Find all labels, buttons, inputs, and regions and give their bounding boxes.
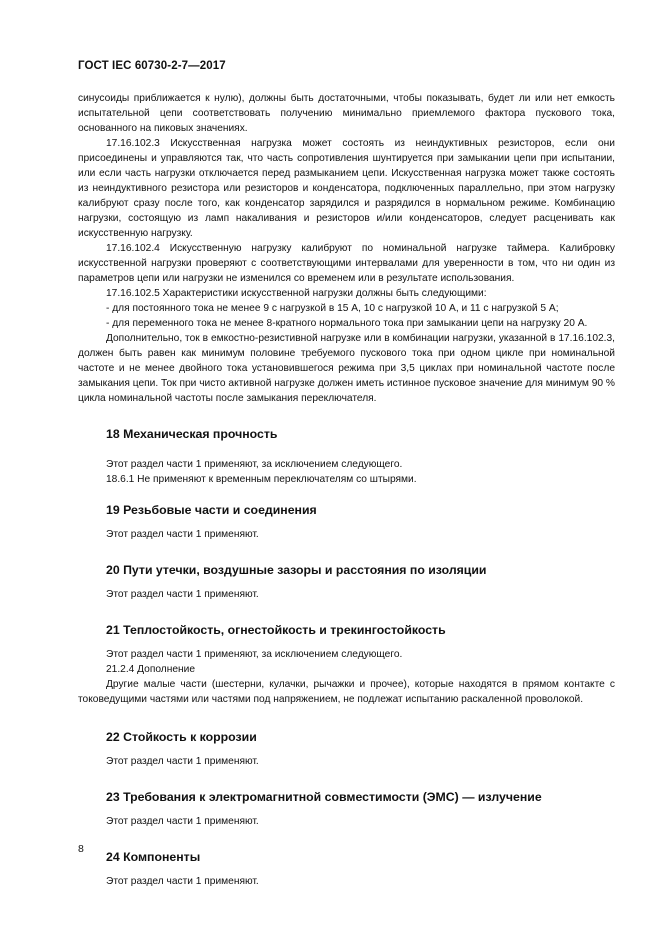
section-text: Этот раздел части 1 применяют. <box>106 876 259 887</box>
document-header: ГОСТ IEC 60730-2-7—2017 <box>78 60 226 72</box>
section-text: Этот раздел части 1 применяют. <box>106 816 259 827</box>
section-text: 18.6.1 Не применяют к временным переключателям со штырями. <box>106 474 417 485</box>
paragraph: синусоиды приближается к нулю), должны быть достаточными, чтобы показывать, будет ли или нет емкость испытательной цепи соответствовать получению минимально приемлемого фактора пускового тока, основанного на пиковых значениях. <box>78 93 615 134</box>
section-text: Этот раздел части 1 применяют, за исключением следующего. <box>106 649 403 660</box>
section-text: Этот раздел части 1 применяют. <box>106 529 259 540</box>
section-heading: 23 Требования к электромагнитной совместимости (ЭМС) — излучение <box>106 790 542 804</box>
document-body <box>78 91 615 889</box>
section-heading: 22 Стойкость к коррозии <box>106 730 257 744</box>
section-text: 21.2.4 Дополнение <box>106 664 196 675</box>
paragraph: Другие малые части (шестерни, кулачки, рычажки и прочее), которые находятся в прямом контакте с токоведущими частями или частями под напряжением, не подлежат испытанию раскаленной проволокой. <box>78 679 615 705</box>
paragraph: Дополнительно, ток в емкостно-резистивной нагрузке или в комбинации нагрузки, указанной в 17.16.102.3, должен быть равен как минимум половине требуемого пускового тока при одном цикле при номинальной частоте и не менее двойного тока установившегося режима при 3,5 циклах при номинальной частоте после замыкания цепи. Ток при чисто активной нагрузке должен иметь истинное пусковое значение для минимум 90 % цикла номинальной частоты после замыкания переключателя. <box>78 333 615 404</box>
paragraph: 17.16.102.4 Искусственную нагрузку калибруют по номинальной нагрузке таймера. Калибровку искусственной нагрузки проверяют с соответствующими интервалами для уверенности в том, что ни один из параметров цепи или нагрузки не изменился со временем или в результате использования. <box>78 243 615 284</box>
paragraph: 17.16.102.3 Искусственная нагрузка может состоять из неиндуктивных резисторов, если они присоединены и управляются так, что часть сопротивления шунтируется при замыкании цепи при испытании, или если часть нагрузки отключается перед размыканием цепи. Искусственная нагрузка может также состоять из неиндуктивного резистора или резисторов и конденсатора, подключенных параллельно, при этом нагрузку калибруют сразу после того, как конденсатор зарядился и разрядился в нормальном режиме. Комбинацию нагрузки, состоящую из ламп накаливания и резисторов и/или конденсаторов, следует расценивать как искусственную нагрузку. <box>78 138 615 239</box>
section-heading: 19 Резьбовые части и соединения <box>106 503 317 517</box>
page-number: 8 <box>78 843 84 855</box>
paragraph: 17.16.102.5 Характеристики искусственной нагрузки должны быть следующими: <box>106 288 487 299</box>
section-heading: 18 Механическая прочность <box>106 427 278 441</box>
list-item: - для постоянного тока не менее 9 с нагрузкой в 15 А, 10 с нагрузкой 10 А, и 11 с нагрузкой 5 А; <box>106 303 559 314</box>
section-text: Этот раздел части 1 применяют, за исключением следующего. <box>106 459 403 470</box>
section-heading: 24 Компоненты <box>106 850 201 864</box>
list-item: - для переменного тока не менее 8-кратного нормального тока при замыкании цепи на нагрузку 20 А. <box>106 318 588 329</box>
section-heading: 20 Пути утечки, воздушные зазоры и расстояния по изоляции <box>106 563 487 577</box>
section-text: Этот раздел части 1 применяют. <box>106 756 259 767</box>
section-heading: 21 Теплостойкость, огнестойкость и трекингостойкость <box>106 623 446 637</box>
section-text: Этот раздел части 1 применяют. <box>106 589 259 600</box>
